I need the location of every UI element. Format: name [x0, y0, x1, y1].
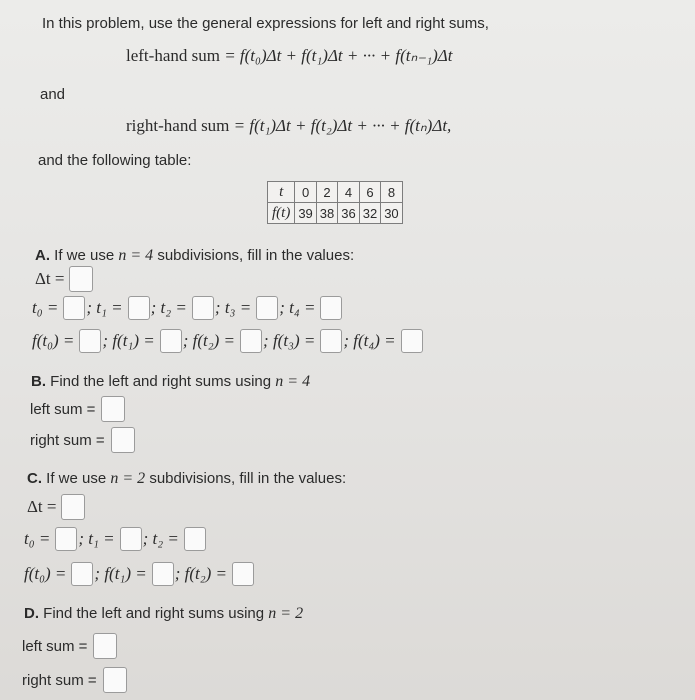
table-row-t — [268, 182, 403, 203]
part-b-left-row — [30, 396, 126, 422]
part-c-f-row — [24, 562, 255, 586]
part-a-t3-label: ; t₃ = — [214, 298, 252, 317]
part-a-f4-label: ; f(t₄) = — [343, 331, 396, 350]
part-d-right-sum-input[interactable] — [103, 667, 127, 693]
part-a-f2-input[interactable] — [240, 329, 262, 353]
part-d-left-label: left sum = — [22, 637, 88, 655]
part-b-label: B. — [31, 373, 46, 390]
part-a-t2-label: ; t₂ = — [150, 298, 187, 317]
table-cell: 39 — [295, 203, 316, 224]
part-c-f2-label: ; f(t₂) = — [174, 564, 228, 583]
left-hand-sum-formula — [126, 46, 452, 66]
part-c-n: n = 2 — [110, 470, 146, 487]
part-a-label: A. — [35, 247, 50, 264]
right-hand-sum-formula — [126, 116, 451, 136]
intro-text: In this problem, use the general expressions for left and right sums, — [42, 15, 489, 32]
part-a-t1-input[interactable] — [128, 296, 150, 320]
part-a-prompt — [35, 247, 354, 265]
part-c-f0-input[interactable] — [71, 562, 93, 586]
part-b-prompt — [31, 373, 310, 391]
table-header-t: t — [268, 182, 295, 203]
table-cell: 0 — [295, 182, 316, 203]
part-a-f-row — [32, 329, 424, 353]
part-b-left-sum-input[interactable] — [101, 396, 125, 422]
table-cell: 4 — [338, 182, 359, 203]
part-c-t2-label: ; t₂ = — [142, 529, 179, 548]
part-a-f0-input[interactable] — [79, 329, 101, 353]
part-a-t4-label: ; t₄ = — [279, 298, 316, 317]
part-a-f4-input[interactable] — [401, 329, 423, 353]
part-d-left-row — [22, 633, 118, 659]
part-a-t1-label: ; t₁ = — [86, 298, 123, 317]
part-a-f0-label: f(t₀) = — [32, 331, 75, 350]
part-a-dt-input[interactable] — [69, 266, 93, 292]
part-c-t0-input[interactable] — [55, 527, 77, 551]
part-d-text: Find the left and right sums using — [43, 605, 265, 622]
table-cell: 36 — [338, 203, 359, 224]
table-cell: 38 — [316, 203, 337, 224]
table-intro-text: and the following table: — [38, 152, 192, 169]
part-a-n: n = 4 — [118, 247, 154, 264]
part-c-text-after: subdivisions, fill in the values: — [149, 470, 347, 487]
data-table — [267, 181, 403, 224]
part-a-t3-input[interactable] — [256, 296, 278, 320]
part-d-right-label: right sum = — [22, 671, 97, 689]
part-a-t0-input[interactable] — [63, 296, 85, 320]
part-a-f3-input[interactable] — [320, 329, 342, 353]
table-header-f: f(t) — [268, 203, 295, 224]
part-c-text-before: If we use — [46, 470, 107, 487]
part-c-t1-label: ; t₁ = — [78, 529, 115, 548]
part-c-t2-input[interactable] — [184, 527, 206, 551]
part-b-right-label: right sum = — [30, 431, 105, 449]
part-b-n: n = 4 — [275, 373, 311, 390]
part-c-prompt — [27, 470, 346, 488]
part-d-label: D. — [24, 605, 39, 622]
part-a-f1-label: ; f(t₁) = — [102, 331, 155, 350]
part-c-t1-input[interactable] — [120, 527, 142, 551]
table-row-f — [268, 203, 403, 224]
part-a-f3-label: ; f(t₃) = — [263, 331, 316, 350]
part-b-text: Find the left and right sums using — [50, 373, 272, 390]
table-cell: 32 — [359, 203, 380, 224]
part-a-t2-input[interactable] — [192, 296, 214, 320]
part-a-f1-input[interactable] — [160, 329, 182, 353]
part-c-f1-label: ; f(t₁) = — [94, 564, 147, 583]
part-a-dt-label: Δt = — [35, 269, 65, 288]
part-c-dt-row — [27, 494, 86, 520]
right-formula-expr: = f(t₁)Δt + f(t₂)Δt + ··· + f(tₙ)Δt, — [233, 116, 452, 135]
table-cell: 6 — [359, 182, 380, 203]
left-formula-expr: = f(t₀)Δt + f(t₁)Δt + ··· + f(tₙ₋₁)Δt — [224, 46, 453, 65]
part-a-text-after: subdivisions, fill in the values: — [157, 247, 355, 264]
part-c-label: C. — [27, 470, 42, 487]
part-a-dt-row — [35, 266, 94, 292]
part-c-f0-label: f(t₀) = — [24, 564, 67, 583]
part-d-left-sum-input[interactable] — [93, 633, 117, 659]
table-cell: 8 — [381, 182, 402, 203]
part-a-f2-label: ; f(t₂) = — [182, 331, 236, 350]
left-formula-label: left-hand sum — [126, 46, 220, 65]
part-c-f2-input[interactable] — [232, 562, 254, 586]
part-b-left-label: left sum = — [30, 400, 96, 418]
part-d-n: n = 2 — [268, 605, 304, 622]
part-a-t-row — [32, 296, 343, 320]
part-c-f1-input[interactable] — [152, 562, 174, 586]
table-cell: 2 — [316, 182, 337, 203]
part-d-right-row — [22, 667, 128, 693]
part-a-t4-input[interactable] — [320, 296, 342, 320]
right-formula-label: right-hand sum — [126, 116, 230, 135]
part-c-dt-label: Δt = — [27, 497, 57, 516]
part-a-t0-label: t₀ = — [32, 298, 59, 317]
part-c-dt-input[interactable] — [61, 494, 85, 520]
part-c-t-row — [24, 527, 207, 551]
part-b-right-sum-input[interactable] — [111, 427, 135, 453]
part-b-right-row — [30, 427, 136, 453]
part-c-t0-label: t₀ = — [24, 529, 51, 548]
and-text: and — [40, 86, 66, 103]
part-a-text-before: If we use — [54, 247, 115, 264]
table-cell: 30 — [381, 203, 402, 224]
part-d-prompt — [24, 605, 303, 623]
